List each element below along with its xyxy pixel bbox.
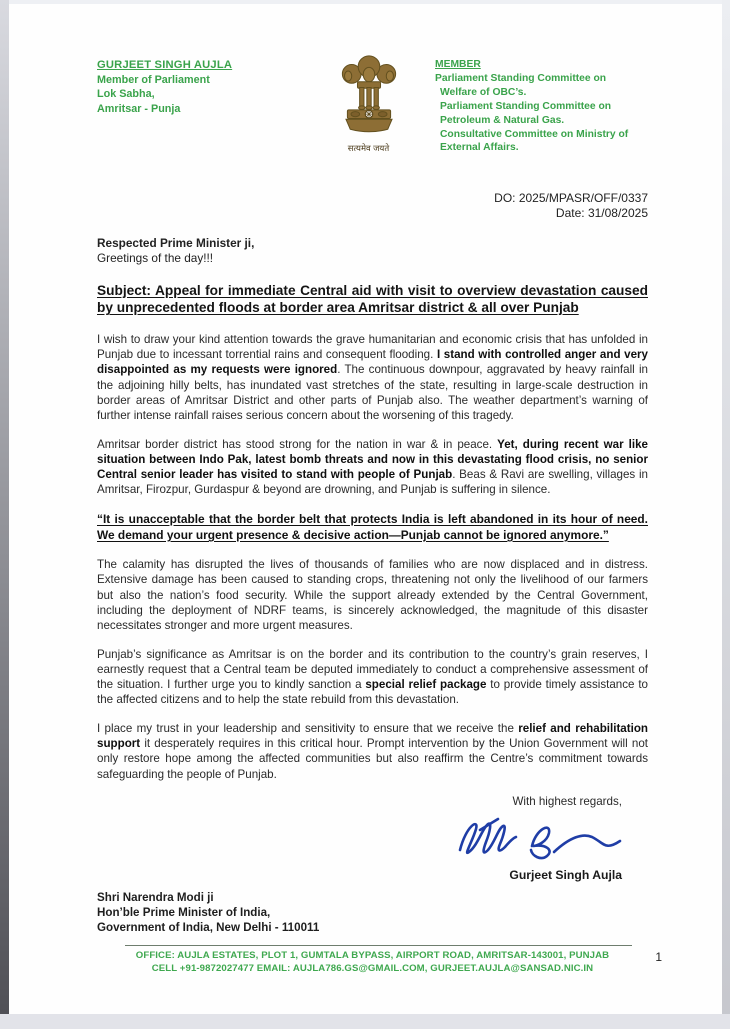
footer-divider	[125, 945, 632, 946]
body-paragraph-2	[97, 437, 648, 498]
letter-content	[9, 4, 722, 1014]
mp-name: GURJEET SINGH AUJLA	[97, 59, 233, 71]
ref-do-number: DO: 2025/MPASR/OFF/0337	[494, 191, 648, 206]
addressee-block	[97, 890, 648, 936]
committee-line: Parliament Standing Committee on	[435, 72, 607, 84]
committee-line: Consultative Committee on Ministry of	[440, 128, 629, 140]
regards-line: With highest regards,	[512, 794, 622, 808]
letterhead	[97, 48, 648, 155]
subject-line: Subject: Appeal for immediate Central aid with visit to overview devastation caused by unprecedented floods at border area Amritsar district & all over Punjab	[97, 282, 648, 316]
footer-office-line: OFFICE: AUJLA ESTATES, PLOT 1, GUMTALA BYPASS, AIRPORT ROAD, AMRITSAR-143001, PUNJAB	[135, 949, 610, 961]
national-emblem-icon	[333, 125, 405, 142]
para1-text: . The continuous downpour, aggravated by heavy rainfall in the adjoining hilly belts, has inundated vast stretches of the state, resulting in large-scale destruction in border areas of Amritsar District and other parts of Punjab also. The weather department’s warning of further intense rainfall raises serious concern about the worsening of this tragedy.	[97, 363, 648, 423]
body-paragraph-1	[97, 332, 648, 424]
para4-text: Punjab’s significance as Amritsar is on the border and its contribution to the country’s grain reserves, I earnestly request that a Central team be deputed immediately to conduct a comprehensive assessment of the situation. I further urge you to kindly sanction a	[97, 647, 648, 692]
footer-contact-line: CELL +91-9872027477 EMAIL: AUJLA786.GS@GMAIL.COM, GURJEET.AUJLA@SANSAD.NIC.IN	[151, 962, 594, 974]
pull-quote: “It is unacceptable that the border belt that protects India is left abandoned in its hour of need. We demand your urgent presence & decisive action—Punjab cannot be ignored anymore.”	[97, 511, 648, 542]
salutation-line: Respected Prime Minister ji,	[97, 235, 255, 250]
para2-text: . Beas & Ravi are swelling, villages in Amritsar, Firozpur, Gurdaspur & beyond are drowning, and Punjab is suffering in silence.	[97, 468, 649, 497]
ref-date: Date: 31/08/2025	[555, 206, 648, 221]
para5-text: it desperately requires in this critical hour. Prompt intervention by the Union Government will not only restore hope among the affected communities but also reaffirm the Centre’s commitment towards safeguarding the people of Punjab.	[97, 737, 648, 781]
para5-emphasis: relief and rehabilitation support	[97, 721, 648, 751]
para1-text: I wish to draw your kind attention towards the grave humanitarian and economic crisis that has unfolded in Punjab due to incessant torrential rains and consequent flooding.	[97, 332, 648, 362]
letterhead-right	[435, 58, 648, 155]
body-paragraph-3: The calamity has disrupted the lives of thousands of families who are now displaced and in distress. Extensive damage has been caused to standing crops, threatening not only the livelihood of our farmers but also the nation’s food security. While the support already extended by the Central Government, including the deployment of NDRF teams, is sincerely acknowledged, the magnitude of this disaster necessitates stronger and more urgent measures.	[97, 558, 648, 633]
letter-footer	[97, 945, 648, 975]
greeting-line: Greetings of the day!!!	[97, 250, 214, 265]
para4-text: to provide timely assistance to the affected citizens and to help the state rebuild from this devastation.	[97, 678, 648, 707]
reference-block	[97, 191, 648, 221]
signatory-name: Gurjeet Singh Aujla	[509, 867, 622, 882]
mp-designation-line: Member of Parliament	[97, 73, 210, 86]
letterhead-left	[97, 58, 302, 116]
mp-designation-line: Amritsar - Punja	[97, 102, 181, 115]
letterhead-emblem	[313, 50, 424, 154]
photo-edge-bottom	[0, 1014, 730, 1029]
committee-line: External Affairs.	[440, 142, 519, 154]
committee-line: Parliament Standing Committee on	[440, 100, 612, 112]
body-paragraph-4	[97, 647, 648, 708]
para4-emphasis: special relief package	[365, 678, 487, 692]
committee-line: Petroleum & Natural Gas.	[440, 114, 565, 126]
mp-designation-line: Lok Sabha,	[97, 88, 155, 101]
para1-emphasis: I stand with controlled anger and very disappointed as my requests were ignored	[97, 348, 648, 377]
signature-block	[97, 810, 648, 868]
salutation	[97, 236, 648, 266]
addressee-name: Shri Narendra Modi ji	[97, 890, 214, 904]
addressee-line: Government of India, New Delhi - 110011	[97, 921, 320, 935]
para2-emphasis: Yet, during recent war like situation between Indo Pak, latest bomb threats and now in this devastating flood crisis, no senior Central senior leader has visited to stand with people of Punjab	[97, 437, 648, 482]
para5-text: I place my trust in your leadership and sensitivity to ensure that we receive the	[97, 721, 519, 735]
body-paragraph-5	[97, 721, 648, 782]
para2-text: Amritsar border district has stood strong for the nation in war & in peace.	[97, 437, 498, 451]
page-number: 1	[655, 950, 662, 964]
member-title: MEMBER	[435, 59, 481, 70]
photo-edge-right	[722, 0, 730, 1029]
addressee-line: Hon’ble Prime Minister of India,	[97, 906, 271, 920]
photo-edge-left	[0, 0, 9, 1029]
emblem-motto: सत्यमेव जयते	[347, 143, 390, 153]
committee-line: Welfare of OBC’s.	[440, 86, 527, 98]
letter-page	[9, 4, 722, 1014]
